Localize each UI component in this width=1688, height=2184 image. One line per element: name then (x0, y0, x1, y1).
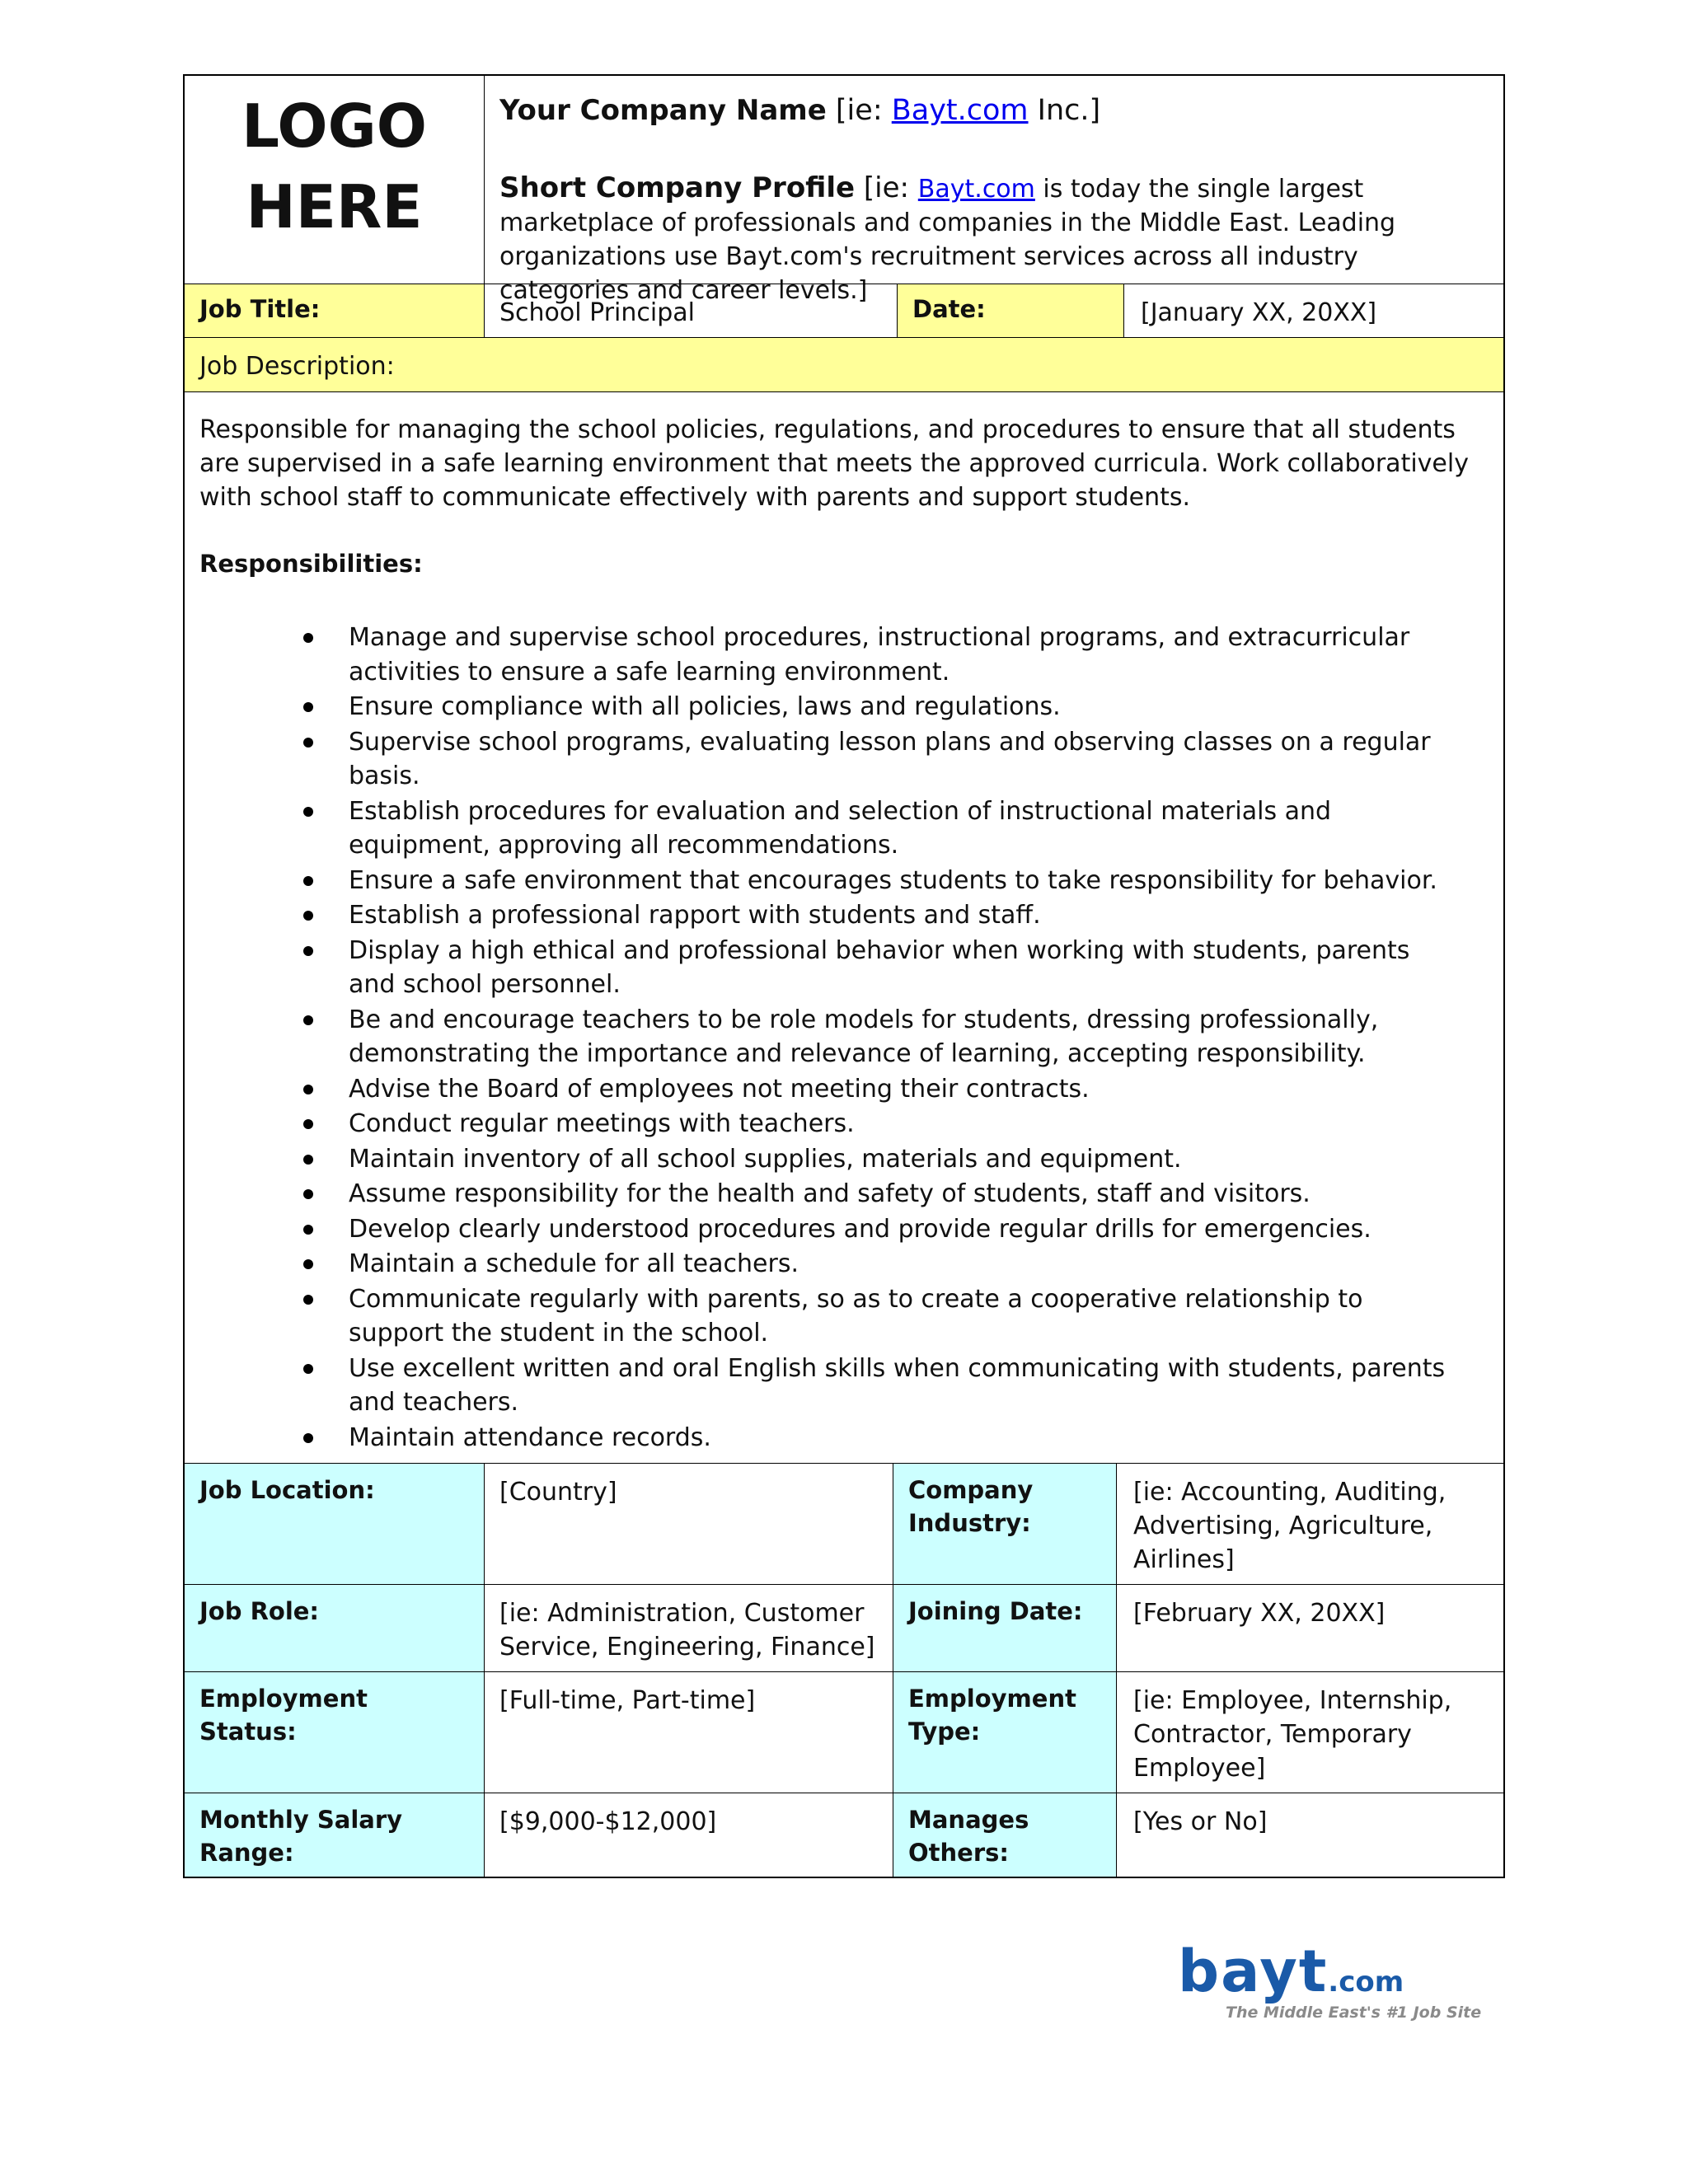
profile-text: is today the single largest marketplace of professionals and companies in the Middle East. Leading organizations use Bayt.com's recruitment services across all industry categories and career levels.] (499, 175, 1396, 305)
responsibilities-list (349, 621, 1456, 1455)
company-name-suffix: Inc.] (1028, 94, 1101, 127)
responsibility-item: Be and encourage teachers to be role models for students, dressing professionally, demonstrating the importance and relevance of learning, accepting responsibility. (349, 1003, 1456, 1071)
job-title-value-cell (484, 284, 898, 338)
salary-value: [$9,000-$12,000] (499, 1807, 717, 1836)
job-location-value-cell (484, 1463, 893, 1585)
responsibility-item: Assume responsibility for the health and safety of students, staff and visitors. (349, 1177, 1456, 1212)
employment-status-label: Employment Status: (199, 1685, 368, 1746)
logo-placeholder (185, 76, 484, 247)
job-description-label: Job Description: (199, 352, 395, 381)
job-role-value: [ie: Administration, Customer Service, Engineering, Finance] (499, 1599, 875, 1661)
profile-label: Short Company Profile (499, 171, 856, 204)
job-location-value: [Country] (499, 1478, 617, 1507)
job-description-intro: Responsible for managing the school policies, regulations, and procedures to ensure that all students are supervised in a safe learning environment that meets the approved curricula. Work collaboratively with school staff to communicate effectively with parents and support students. (199, 415, 1469, 512)
company-name-line (499, 91, 1489, 130)
responsibility-item: Develop clearly understood procedures and provide regular drills for emergencies. (349, 1212, 1456, 1247)
company-name-label: Your Company Name (499, 94, 827, 127)
job-title-label-cell (183, 284, 485, 338)
company-industry-label: Company Industry: (908, 1476, 1034, 1537)
company-name-link[interactable]: Bayt.com (891, 94, 1029, 127)
responsibility-item: Conduct regular meetings with teachers. (349, 1107, 1456, 1141)
employment-type-value-cell (1116, 1671, 1505, 1793)
job-description-body (183, 391, 1505, 1464)
job-title-value: School Principal (499, 298, 695, 327)
responsibility-item: Display a high ethical and professional behavior when working with students, parents and school personnel. (349, 934, 1456, 1002)
responsibility-item: Advise the Board of employees not meeting their contracts. (349, 1072, 1456, 1107)
bayt-logo (1175, 1938, 1488, 2023)
job-location-label-cell (183, 1463, 485, 1585)
joining-date-value-cell (1116, 1584, 1505, 1672)
date-value-cell (1123, 284, 1505, 338)
employment-status-value: [Full-time, Part-time] (499, 1686, 756, 1715)
company-industry-value: [ie: Accounting, Auditing, Advertising, Agriculture, Airlines] (1133, 1478, 1447, 1574)
joining-date-label: Joining Date: (908, 1597, 1083, 1625)
logo-cell (183, 74, 485, 284)
job-location-label: Job Location: (199, 1476, 375, 1504)
responsibility-item: Manage and supervise school procedures, instructional programs, and extracurricular activities to ensure a safe learning environment. (349, 621, 1456, 689)
bayt-tagline: The Middle East's #1 Job Site (1226, 2004, 1482, 2022)
job-role-value-cell (484, 1584, 893, 1672)
manages-value-cell (1116, 1793, 1505, 1878)
profile-link[interactable]: Bayt.com (917, 175, 1035, 204)
company-industry-value-cell (1116, 1463, 1505, 1585)
manages-label: Manages Others: (908, 1806, 1029, 1867)
salary-value-cell (484, 1793, 893, 1878)
responsibility-item: Establish a professional rapport with students and staff. (349, 898, 1456, 933)
logo-line-2: HERE (246, 172, 423, 241)
bayt-brand-suffix: .com (1328, 1966, 1404, 1999)
joining-date-value: [February XX, 20XX] (1133, 1599, 1386, 1628)
employment-status-label-cell (183, 1671, 485, 1793)
joining-date-label-cell (893, 1584, 1117, 1672)
company-info-cell (484, 74, 1505, 305)
employment-type-value: [ie: Employee, Internship, Contractor, Temporary Employee] (1133, 1686, 1452, 1783)
responsibility-item: Communicate regularly with parents, so as to create a cooperative relationship to support the student in the school. (349, 1282, 1456, 1351)
responsibility-item: Use excellent written and oral English skills when communicating with students, parents and teachers. (349, 1352, 1456, 1420)
salary-label-cell (183, 1793, 485, 1878)
responsibility-item: Ensure compliance with all policies, laws and regulations. (349, 690, 1456, 724)
bayt-wordmark (1178, 1938, 1404, 2011)
date-label-cell (897, 284, 1124, 338)
employment-type-label: Employment Type: (908, 1685, 1076, 1746)
job-description-label-cell (183, 337, 1505, 392)
job-role-label-cell (183, 1584, 485, 1672)
bayt-brand: bayt (1178, 1938, 1329, 2005)
date-label: Date: (912, 295, 986, 323)
date-value: [January XX, 20XX] (1141, 298, 1377, 327)
salary-label: Monthly Salary Range: (199, 1806, 403, 1867)
employment-type-label-cell (893, 1671, 1117, 1793)
logo-line-1: LOGO (241, 91, 427, 161)
company-industry-label-cell (893, 1463, 1117, 1585)
job-title-label: Job Title: (199, 295, 321, 323)
responsibilities-heading: Responsibilities: (199, 550, 423, 578)
manages-value: [Yes or No] (1133, 1807, 1268, 1836)
profile-prefix: [ie: (855, 171, 918, 204)
manages-label-cell (893, 1793, 1117, 1878)
responsibility-item: Supervise school programs, evaluating lesson plans and observing classes on a regular basis. (349, 725, 1456, 794)
job-role-label: Job Role: (199, 1597, 320, 1625)
company-name-prefix: [ie: (826, 94, 892, 127)
responsibility-item: Maintain attendance records. (349, 1421, 1456, 1455)
employment-status-value-cell (484, 1671, 893, 1793)
responsibility-item: Ensure a safe environment that encourages students to take responsibility for behavior. (349, 864, 1456, 898)
responsibility-item: Establish procedures for evaluation and selection of instructional materials and equipment, approving all recommendations. (349, 794, 1456, 863)
responsibility-item: Maintain a schedule for all teachers. (349, 1247, 1456, 1282)
responsibility-item: Maintain inventory of all school supplies, materials and equipment. (349, 1142, 1456, 1177)
